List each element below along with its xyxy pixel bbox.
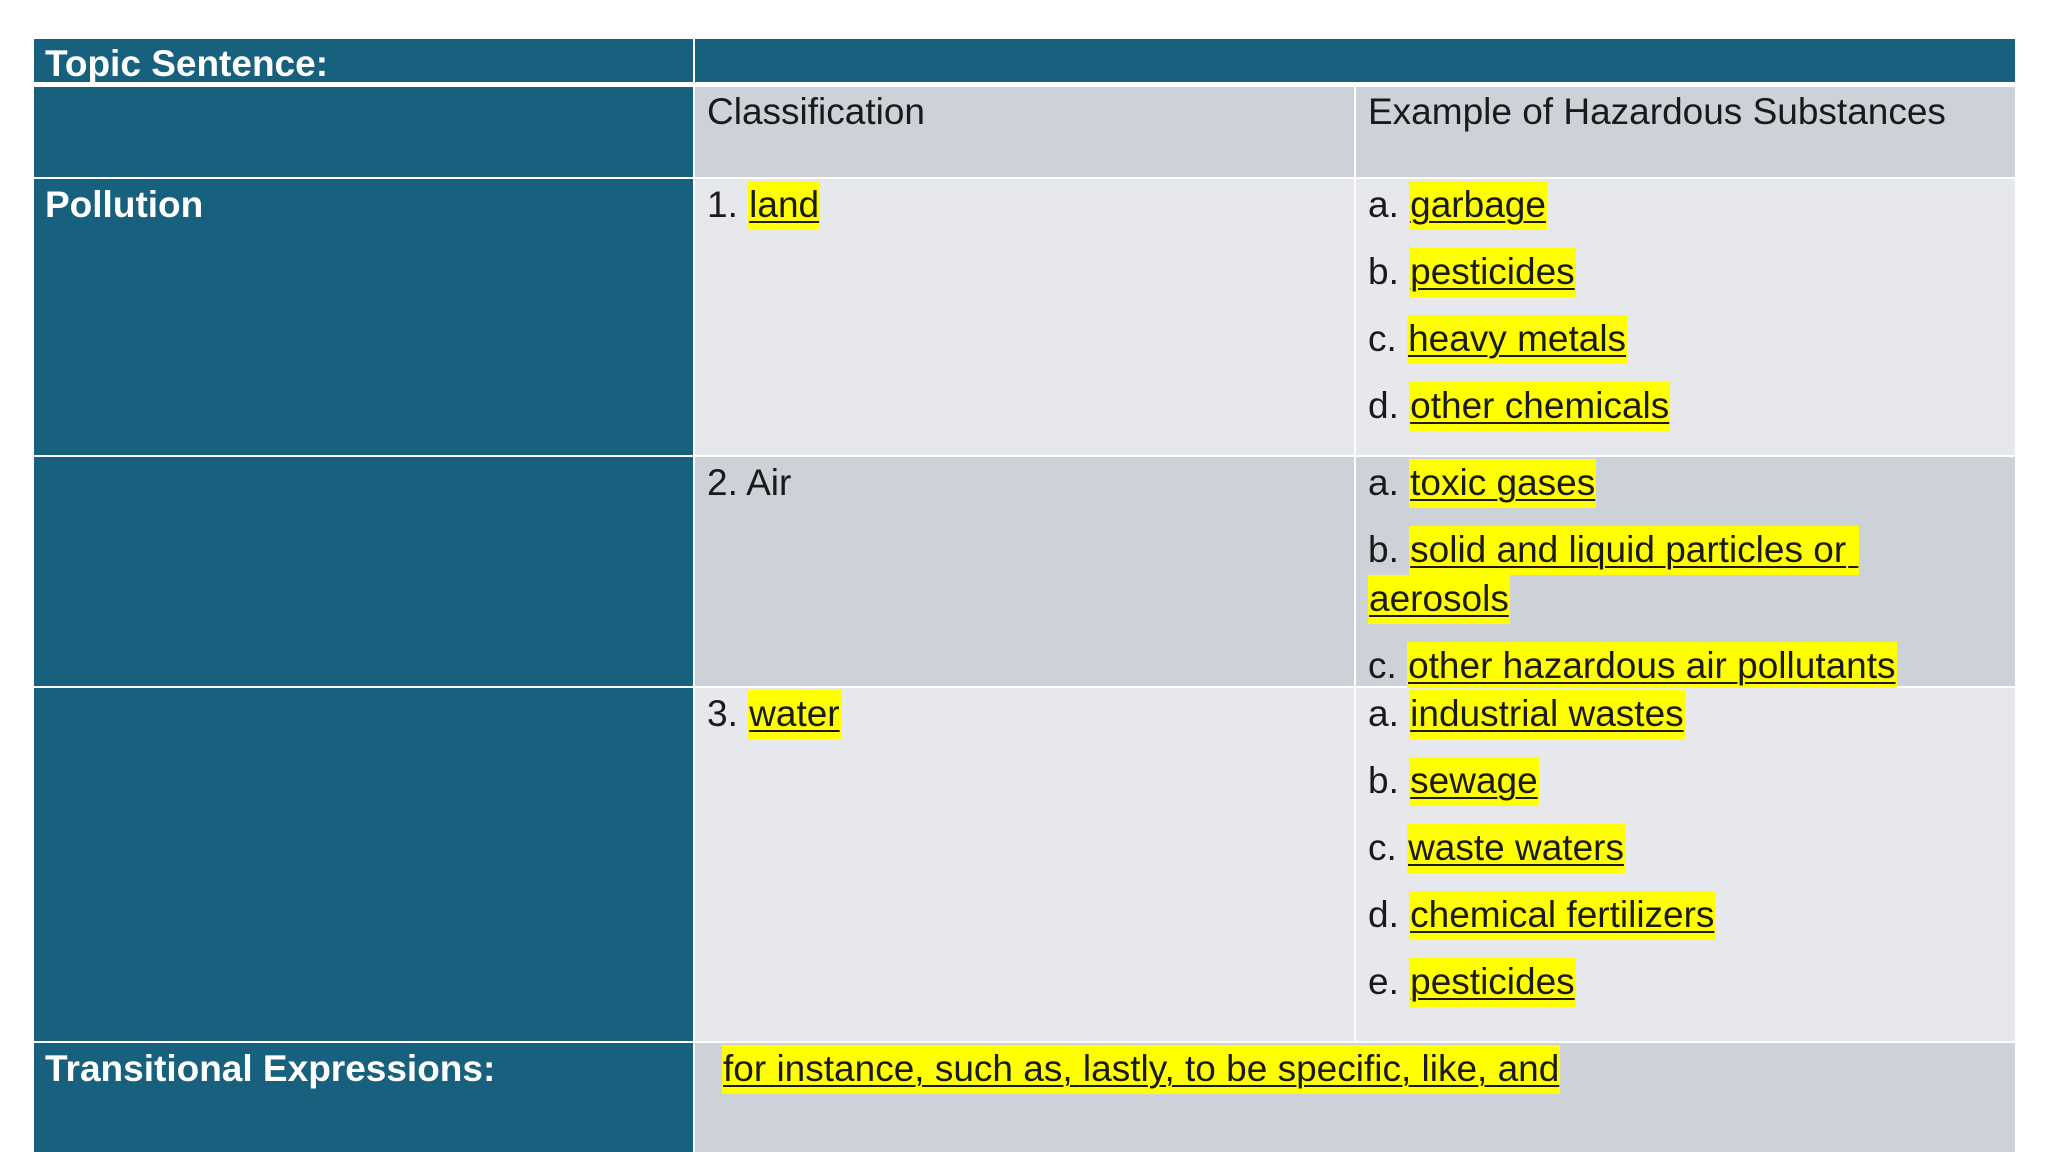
row1-example-b: b. pesticides (1368, 253, 1576, 290)
row2-example-b: b. solid and liquid particles or (1368, 531, 1859, 568)
row1-example-a: a. garbage (1368, 186, 1547, 223)
transitional-expressions: for instance, such as, lastly, to be specific, like, and (722, 1050, 1560, 1087)
row2-classification: 2. Air (707, 462, 792, 503)
row3-label-cell (34, 688, 693, 1041)
topic-sentence-label: Topic Sentence: (45, 43, 329, 84)
row2-example-b-cont: aerosols (1368, 580, 1510, 617)
examples-header: Example of Hazardous Substances (1368, 91, 1946, 132)
row1-example-d: d. other chemicals (1368, 387, 1670, 424)
row3-example-e: e. pesticides (1368, 963, 1576, 1000)
transitional-label: Transitional Expressions: (45, 1048, 496, 1089)
row2-example-a: a. toxic gases (1368, 464, 1596, 501)
row3-example-a: a. industrial wastes (1368, 695, 1685, 732)
topic-sentence-value-cell (695, 39, 2015, 82)
row3-classification: 3. water (707, 695, 841, 732)
row2-example-c: c. other hazardous air pollutants (1368, 647, 1897, 684)
row3-example-c: c. waste waters (1368, 829, 1625, 866)
row3-example-b: b. sewage (1368, 762, 1539, 799)
pollution-label: Pollution (45, 184, 204, 225)
row2-classification-cell (695, 457, 1354, 686)
row2-label-cell (34, 457, 693, 686)
row3-classification-cell (695, 688, 1354, 1041)
row1-example-c: c. heavy metals (1368, 320, 1627, 357)
header-blank-cell (34, 87, 693, 177)
classification-header: Classification (707, 91, 925, 132)
row1-classification: 1. land (707, 186, 820, 223)
row3-example-d: d. chemical fertilizers (1368, 896, 1715, 933)
